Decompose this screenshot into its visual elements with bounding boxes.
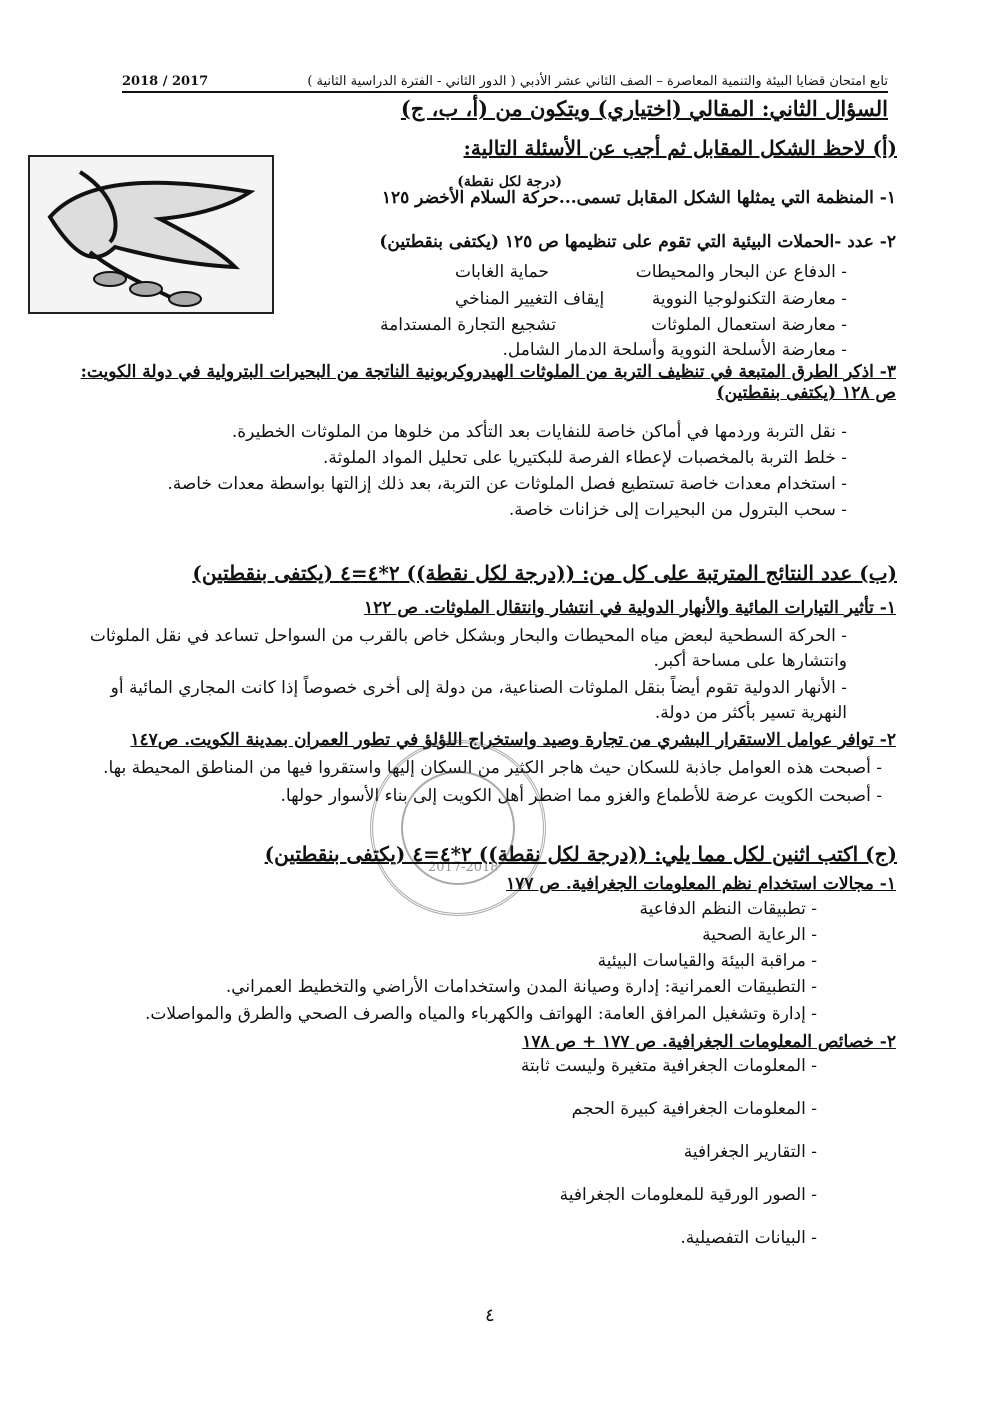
- header-title: تابع امتحان قضايا البيئة والتنمية المعاصرة – الصف الثاني عشر الأدبي ( الدور الثاني - الفترة الدراسية الثانية ): [307, 74, 888, 89]
- section-b-q2: ٢- توافر عوامل الاستقرار البشري من تجارة وصيد واستخراج اللؤلؤ في تطور العمران بمدينة الكويت. ص١٤٧: [130, 730, 896, 750]
- c-q1-item-3: - مراقبة البيئة والقياسات البيئية: [597, 951, 817, 971]
- c-q1-item-5: - إدارة وتشغيل المرافق العامة: الهواتف والكهرباء والمياه والصرف الصحي والطرق والمواصلات.: [144, 1004, 817, 1024]
- c-q1-item-4: - التطبيقات العمرانية: إدارة وصيانة المدن واستخدامات الأراضي والتخطيط العمراني.: [225, 977, 817, 997]
- b-q2-item-1: - أصبحت هذه العوامل جاذبة للسكان حيث هاجر الكثير من السكان إليها واستقروا فيها من المناطق المحيطة بها.: [103, 758, 882, 778]
- q2-item-7: تشجيع التجارة المستدامة: [380, 315, 557, 335]
- section-a-q1: ١- المنظمة التي يمثلها الشكل المقابل تسمى...حركة السلام الأخضر ١٢٥: [381, 188, 896, 208]
- q3-item-3: - استخدام معدات خاصة تستطيع فصل الملوثات عن التربة، بعد ذلك إزالتها بواسطة معدات خاصة.: [167, 474, 847, 494]
- q2-item-6: إيقاف التغيير المناخي: [455, 289, 605, 309]
- c-q2-item-2: - المعلومات الجغرافية كبيرة الحجم: [571, 1099, 817, 1119]
- q2-item-4: - معارضة الأسلحة النووية وأسلحة الدمار الشامل.: [502, 340, 847, 360]
- c-q2-item-3: - التقارير الجغرافية: [683, 1142, 817, 1162]
- c-q1-item-2: - الرعاية الصحية: [702, 925, 817, 945]
- section-c-q2: ٢- خصائص المعلومات الجغرافية. ص ١٧٧ + ص ١٧٨: [522, 1032, 896, 1052]
- section-a-heading: (أ) لاحظ الشكل المقابل ثم أجب عن الأسئلة التالية:: [463, 136, 897, 160]
- q2-item-5: حماية الغابات: [455, 262, 549, 282]
- section-a-q2: ٢- عدد -الحملات البيئية التي تقوم على تنظيمها ص ١٢٥ (يكتفى بنقطتين): [379, 232, 896, 252]
- q3-item-2: - خلط التربة بالمخصبات لإعطاء الفرصة للبكتيريا على تحليل المواد الملوثة.: [322, 448, 847, 468]
- c-q2-item-5: - البيانات التفصيلية.: [680, 1228, 817, 1248]
- q2-item-1: - الدفاع عن البحار والمحيطات: [635, 262, 847, 282]
- q3-item-1: - نقل التربة وردمها في أماكن خاصة للنفايات بعد التأكد من خلوها من الملوثات الخطيرة.: [231, 422, 847, 442]
- b-q1-item-2: - الأنهار الدولية تقوم أيضاً بنقل الملوثات الصناعية، من دولة إلى أخرى خصوصاً إذا كانت المجاري المائية أو النهرية تسير بأكثر من دولة.: [110, 678, 847, 723]
- question-title: السؤال الثاني: المقالي (اختياري) ويتكون من (أ، ب، ج): [400, 96, 888, 121]
- c-q1-item-1: - تطبيقات النظم الدفاعية: [639, 899, 817, 919]
- q2-item-3: - معارضة استعمال الملوثات: [651, 315, 847, 335]
- page-header: [122, 74, 888, 93]
- header-year: 2018 / 2017: [122, 74, 209, 89]
- b-q1-item-1: - الحركة السطحية لبعض مياه المحيطات والبحار وبشكل خاص بالقرب من السواحل تساعد في نقل الملوثات وانتشارها على مساحة أكبر.: [89, 626, 847, 671]
- dove-icon: [30, 157, 272, 312]
- section-c-q1: ١- مجالات استخدام نظم المعلومات الجغرافية. ص ١٧٧: [506, 874, 896, 894]
- q3-item-4: - سحب البترول من البحيرات إلى خزانات خاصة.: [508, 500, 847, 520]
- page-number: ٤: [485, 1305, 495, 1326]
- b-q2-item-2: - أصبحت الكويت عرضة للأطماع والغزو مما اضطر أهل الكويت إلى بناء الأسوار حولها.: [280, 786, 882, 806]
- section-a-note: (درجة لكل نقطة): [457, 174, 562, 190]
- section-b-heading: (ب) عدد النتائج المترتبة على كل من: ((درجة لكل نقطة)) ٢*٤=٤ (يكتفى بنقطتين): [192, 561, 897, 585]
- section-b-q1: ١- تأثير التيارات المائية والأنهار الدولية في انتشار وانتقال الملوثات. ص ١٢٢: [364, 598, 896, 618]
- c-q2-item-4: - الصور الورقية للمعلومات الجغرافية: [559, 1185, 817, 1205]
- q2-item-2: - معارضة التكنولوجيا النووية: [651, 289, 847, 309]
- section-c-heading: (ج) اكتب اثنين لكل مما يلي: ((درجة لكل نقطة)) ٢*٤=٤ (يكتفى بنقطتين): [264, 842, 897, 866]
- section-a-q3: ٣- اذكر الطرق المتبعة في تنظيف التربة من الملوثات الهيدروكربونية الناتجة من البحيرات البترولية في دولة الكويت: ص ١٢٨ (يكتفى بنقطتين): [80, 362, 896, 404]
- c-q2-item-1: - المعلومات الجغرافية متغيرة وليست ثابتة: [520, 1056, 817, 1076]
- stamp-text: 2017-2018: [428, 860, 499, 875]
- dove-logo: [28, 155, 274, 314]
